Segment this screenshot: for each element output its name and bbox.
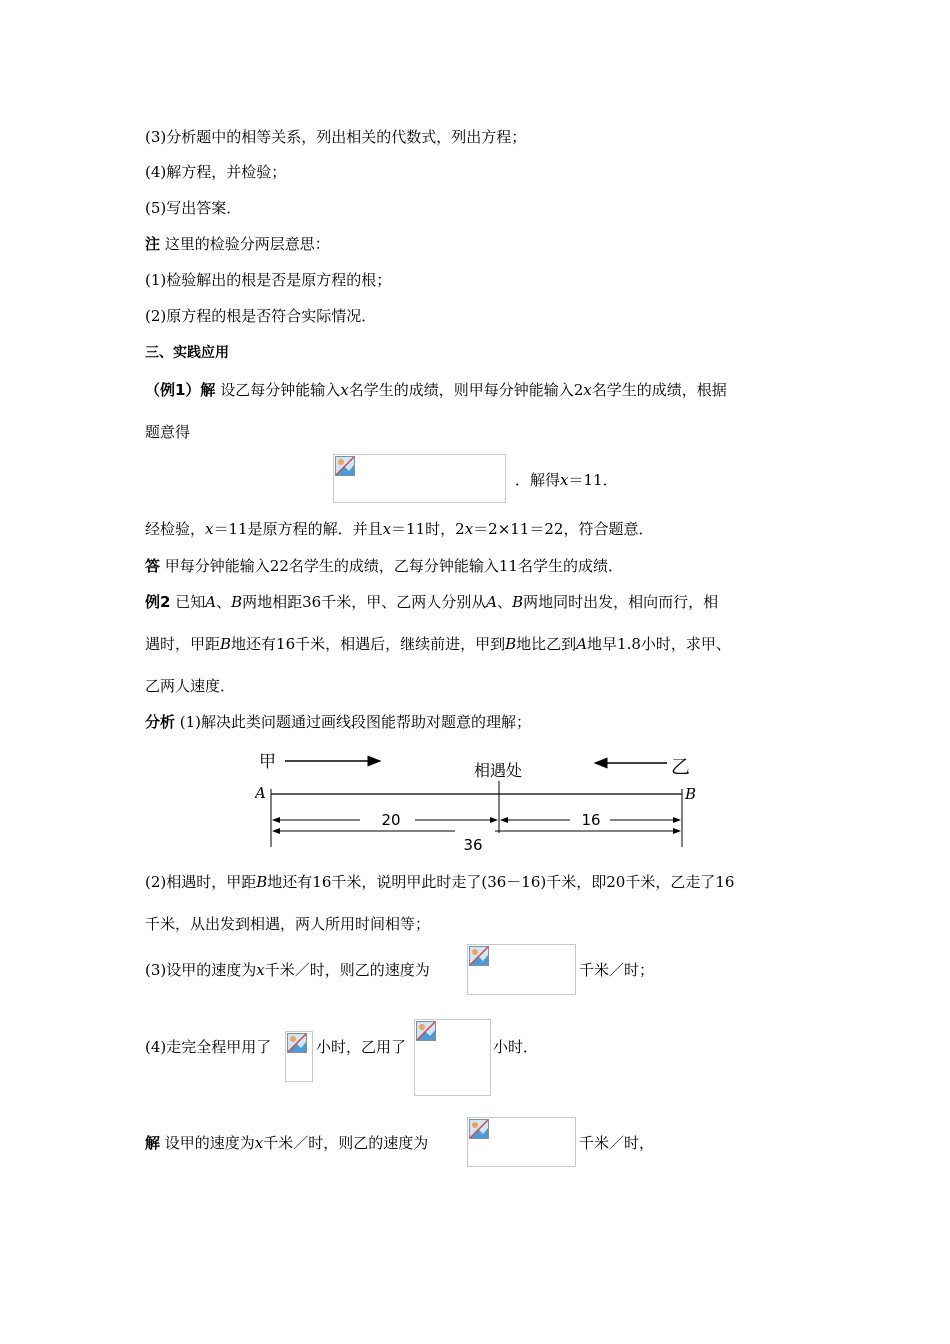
analysis-4-end: 小时． xyxy=(493,1038,539,1056)
solve-result: ．解得x＝11． xyxy=(515,471,618,489)
note-1: (1)检验解出的根是否是原方程的根； xyxy=(145,271,392,289)
label-B: B xyxy=(685,785,697,803)
dim-16-label: 16 xyxy=(581,811,601,829)
example-2-line-1: 例2 已知A、B两地相距36千米，甲、乙两人分别从A、B两地同时出发，相向而行，相 xyxy=(145,593,719,611)
example-1-line-1: （例1）解 设乙每分钟能输入x名学生的成绩，则甲每分钟能输入2x名学生的成绩，根据 xyxy=(145,381,727,399)
broken-image-icon xyxy=(416,1021,436,1041)
dim-36-label: 36 xyxy=(463,836,483,853)
broken-image-icon xyxy=(469,946,489,966)
analysis-4-mid: 小时，乙用了 xyxy=(316,1038,407,1056)
equation-image xyxy=(414,1019,491,1096)
analysis-3-unit: 千米／时； xyxy=(579,961,655,979)
broken-image-icon xyxy=(469,1119,489,1139)
check-line: 经检验，x＝11是原方程的解．并且x＝11时，2x＝2×11＝22，符合题意． xyxy=(145,520,654,538)
note-line: 注 这里的检验分两层意思： xyxy=(145,235,330,253)
example-2-line-2: 遇时，甲距B地还有16千米，相遇后，继续前进，甲到B地比乙到A地早1.8小时，求甲、 xyxy=(145,635,731,653)
section-title: 三、实践应用 xyxy=(145,345,229,361)
label-A: A xyxy=(255,784,266,802)
analysis-line: 分析 (1)解决此类问题通过画线段图能帮助对题意的理解； xyxy=(145,713,532,731)
equation-image xyxy=(333,454,506,503)
analysis-2-line-2: 千米，从出发到相遇，两人所用时间相等； xyxy=(145,915,431,933)
broken-image-icon xyxy=(335,456,355,476)
analysis-2-line-1: (2)相遇时，甲距B地还有16千米，说明甲此时走了(36－16)千米，即20千米，乙走了16 xyxy=(145,873,735,891)
example-2-line-3: 乙两人速度． xyxy=(145,677,236,695)
label-yi: 乙 xyxy=(671,756,691,778)
label-jia: 甲 xyxy=(259,752,276,772)
example-1-line-2: 题意得 xyxy=(145,423,191,441)
label-meet: 相遇处 xyxy=(473,761,523,780)
equation-image xyxy=(285,1031,313,1082)
step-4: (4)解方程，并检验； xyxy=(145,163,287,181)
analysis-4-left: (4)走完全程甲用了 xyxy=(145,1038,272,1056)
equation-image xyxy=(467,944,576,995)
step-3: (3)分析题中的相等关系，列出相关的代数式，列出方程； xyxy=(145,128,527,146)
equation-image xyxy=(467,1117,576,1167)
solution-left: 解 设甲的速度为x千米／时，则乙的速度为 xyxy=(145,1134,429,1152)
line-segment-diagram xyxy=(255,743,705,853)
solution-unit: 千米／时， xyxy=(579,1134,655,1152)
dim-20-label: 20 xyxy=(381,811,401,829)
broken-image-icon xyxy=(287,1033,307,1053)
step-5: (5)写出答案． xyxy=(145,199,242,217)
answer-line: 答 甲每分钟能输入22名学生的成绩，乙每分钟能输入11名学生的成绩． xyxy=(145,557,623,575)
note-2: (2)原方程的根是否符合实际情况． xyxy=(145,307,377,325)
analysis-3-left: (3)设甲的速度为x千米／时，则乙的速度为 xyxy=(145,961,430,979)
note-label: 注 xyxy=(145,235,161,253)
